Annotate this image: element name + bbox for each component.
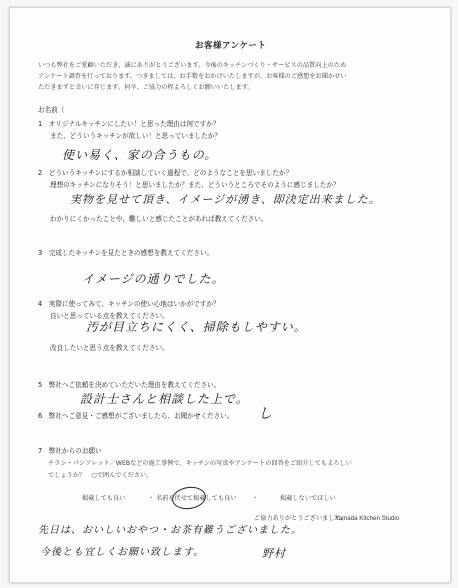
option-no-publish[interactable]: 掲載しないでほしい — [280, 495, 336, 502]
page-title: お客様アンケート — [195, 41, 267, 51]
q2-line-1: 2 どういうキッチンにするか相談していく過程で、どのようなことを思いましたか？ — [38, 169, 293, 177]
q7-line-2: チラシ・パンフレット／WEBなどの施工事例で、キッチンの写真やアンケートの回答をご紹介してもよろしい — [48, 460, 352, 467]
q1-line-2: また、どういうキッチンが欲しい！と思っていましたか？ — [50, 132, 221, 140]
q4-line-2: 良いと思っている点を教えてください。 — [50, 312, 169, 320]
name-label: お名前（ — [38, 106, 65, 114]
q3-line-1: 3 完成したキッチンを見たときの感想を教えてください。 — [38, 249, 214, 257]
q6-answer: し — [258, 406, 273, 422]
footer-message-line-2: 今後とも宜しくお願い致します。 — [40, 547, 205, 558]
thanks-text: ご協力ありがとうございました。 — [254, 515, 347, 522]
option-publish-ok[interactable]: 掲載しても良い — [82, 495, 126, 502]
signature: 野村 — [262, 547, 286, 560]
option-divider-1: ・ — [148, 495, 155, 502]
option-divider-2: ・ — [252, 495, 259, 502]
q4-line-1: 4 実際に使ってみて、キッチンの使い心地はいかがですか？ — [38, 300, 220, 308]
q6-line-1: 6 弊社へご意見・ご感想がございましたら、お聞かせください。 — [38, 412, 234, 420]
footer-message-line-1: 先日は、おいしいおやつ・お茶有難うございました。 — [38, 525, 302, 536]
q3-answer: イメージの通りでした。 — [82, 272, 225, 286]
q1-line-1: 1 オリジナルキッチンにしたい！と思った理由は何ですか？ — [38, 120, 220, 128]
q7-line-3: でしょうか？ ○で囲んでください。 — [48, 472, 153, 479]
q2-line-3: わかりにくかったことや、難しいと感じたことがあれば教えてください。 — [50, 215, 268, 223]
intro-line-3: ただきますと幸いに存じます。何卒、ご協力の程よろしくお願いいたします。 — [38, 84, 254, 91]
q4-line-3: 改良したいと思う点を教えてください。 — [50, 344, 169, 352]
q7-line-1: 7 弊社からのお願い — [38, 447, 102, 455]
q5-answer: 設計士さんと相談した上で。 — [80, 392, 249, 406]
intro-line-2: アンケート調査を行っております。つきましては、お手数をおかけいたしますが、お客様のご感想をお聞かせい — [38, 73, 347, 80]
option-publish-anonymous[interactable]: 名前を伏せて掲載しても良い — [156, 495, 237, 502]
survey-sheet — [9, 7, 451, 583]
q5-line-1: 5 弊社へご依頼を決めていただいた理由を教えてください。 — [38, 381, 221, 389]
q4-answer: 汚が目立ちにくく、掃除もしやすい。 — [86, 320, 307, 334]
selected-option-circle — [171, 485, 208, 512]
q2-line-2: 理想のキッチンになりそう！と思いましたか？また、どういうところでそのように感じましたか？ — [50, 181, 340, 189]
intro-line-1: いつも弊社をご愛顧いただき、誠にありがとうございます。今後のキッチンづくり・サービスの品質向上のため — [38, 62, 347, 69]
q1-answer: 使い易く、家の合うもの。 — [62, 148, 218, 162]
company-name: Yamada Kitchen Studio — [335, 515, 400, 522]
q2-answer: 実物を見せて頂き、イメージが湧き、即決定出来ました。 — [70, 193, 381, 206]
